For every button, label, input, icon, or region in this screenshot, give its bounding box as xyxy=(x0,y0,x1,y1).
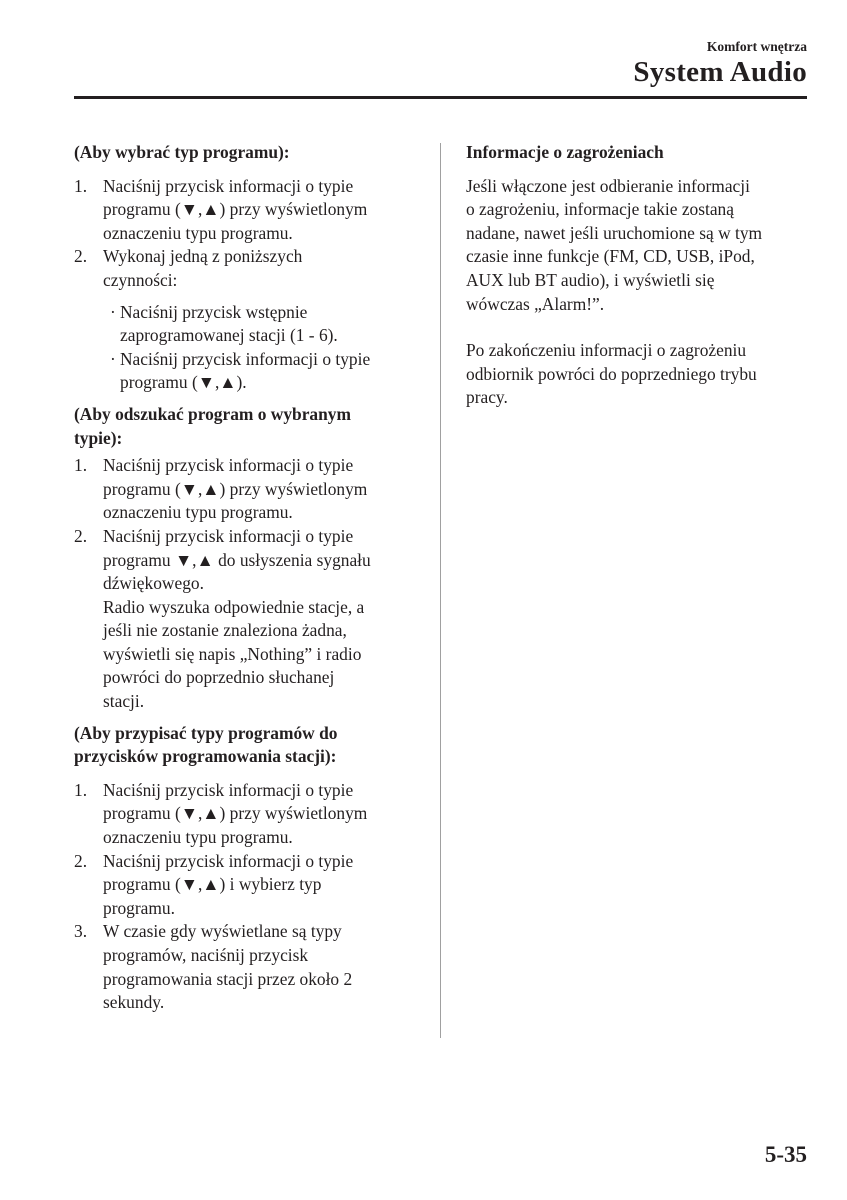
step-line: programu ▼,▲ do usłyszenia sygnału xyxy=(103,549,371,570)
section-heading: (Aby wybrać typ programu): xyxy=(74,142,290,162)
step-line: Naciśnij przycisk informacji o typie xyxy=(103,175,354,196)
step-line: powróci do poprzednio słuchanej xyxy=(103,667,335,688)
step-item xyxy=(74,850,414,921)
step-item xyxy=(74,920,414,1014)
step-item xyxy=(74,175,414,246)
header-rule xyxy=(74,96,807,99)
step-line: oznaczeniu typu programu. xyxy=(103,502,293,523)
step-line: programu (▼,▲) i wybierz typ xyxy=(103,874,322,895)
page-title: System Audio xyxy=(633,56,807,88)
section-heading xyxy=(74,403,414,450)
step-number: 3. xyxy=(74,921,88,942)
step-line: Naciśnij przycisk informacji o typie xyxy=(103,779,354,800)
steps-list xyxy=(74,175,414,293)
step-line: programu (▼,▲) przy wyświetlonym xyxy=(103,478,368,499)
bullet-line: programu (▼,▲). xyxy=(120,372,247,393)
paragraph-line: wówczas „Alarm!”. xyxy=(466,293,605,314)
step-line: programu (▼,▲) przy wyświetlonym xyxy=(103,803,368,824)
page-number: 5-35 xyxy=(764,1142,807,1167)
bullet-dot-icon: · xyxy=(110,348,116,369)
step-line: Naciśnij przycisk informacji o typie xyxy=(103,455,354,476)
step-number: 1. xyxy=(74,455,88,476)
bullet-line: zaprogramowanej stacji (1 - 6). xyxy=(120,325,338,346)
step-line: programu (▼,▲) przy wyświetlonym xyxy=(103,199,368,220)
step-line: dźwiękowego. xyxy=(103,573,204,594)
step-line: Radio wyszuka odpowiednie stacje, a xyxy=(103,596,365,617)
step-line: W czasie gdy wyświetlane są typy xyxy=(103,921,342,942)
bullet-line: Naciśnij przycisk informacji o typie xyxy=(120,348,371,369)
column-divider xyxy=(440,143,441,1038)
paragraph-line: nadane, nawet jeśli uruchomione są w tym xyxy=(466,222,763,243)
left-column xyxy=(74,141,414,1023)
paragraph xyxy=(466,339,808,410)
steps-list xyxy=(74,454,414,714)
section-assign-program-types xyxy=(74,722,414,1015)
step-number: 1. xyxy=(74,779,88,800)
step-line: czynności: xyxy=(103,269,178,290)
heading-line: (Aby przypisać typy programów do xyxy=(74,722,338,743)
bullet-line: Naciśnij przycisk wstępnie xyxy=(120,301,308,322)
step-line: programów, naciśnij przycisk xyxy=(103,945,309,965)
step-line: programu. xyxy=(103,897,175,918)
bullet-list xyxy=(74,301,414,395)
section-select-program-type xyxy=(74,141,414,395)
step-line: wyświetli się napis „Nothing” i radio xyxy=(103,643,362,664)
paragraph-line: AUX lub BT audio), i wyświetli się xyxy=(466,269,715,290)
section-search-program xyxy=(74,403,414,714)
heading-line: typie): xyxy=(74,427,123,448)
step-item xyxy=(74,454,414,525)
step-item xyxy=(74,779,414,850)
paragraph-line: czasie inne funkcje (FM, CD, USB, iPod, xyxy=(466,246,755,267)
section-heading: Informacje o zagrożeniach xyxy=(466,142,664,162)
step-number: 2. xyxy=(74,246,88,267)
step-line: oznaczeniu typu programu. xyxy=(103,827,293,848)
bullet-item xyxy=(74,301,414,348)
step-number: 1. xyxy=(74,175,88,196)
step-line: oznaczeniu typu programu. xyxy=(103,222,293,243)
step-line: programowania stacji przez około 2 xyxy=(103,968,353,989)
step-item xyxy=(74,525,414,714)
header-section-label: Komfort wnętrza xyxy=(706,39,807,54)
step-number: 2. xyxy=(74,525,88,546)
paragraph-line: Jeśli włączone jest odbieranie informacji xyxy=(466,175,750,196)
right-column xyxy=(466,141,808,433)
paragraph-line: pracy. xyxy=(466,387,508,408)
section-heading xyxy=(74,722,414,769)
paragraph-line: odbiornik powróci do poprzedniego trybu xyxy=(466,363,757,384)
paragraph xyxy=(466,175,808,317)
steps-list xyxy=(74,779,414,1015)
heading-line: przycisków programowania stacji): xyxy=(74,746,337,767)
step-item xyxy=(74,245,414,292)
paragraph-line: Po zakończeniu informacji o zagrożeniu xyxy=(466,340,747,361)
step-line: stacji. xyxy=(103,691,145,712)
step-line: Wykonaj jedną z poniższych xyxy=(103,246,303,267)
step-line: jeśli nie zostanie znaleziona żadna, xyxy=(103,620,347,641)
step-number: 2. xyxy=(74,850,88,871)
step-line: Naciśnij przycisk informacji o typie xyxy=(103,850,354,871)
bullet-dot-icon: · xyxy=(110,301,116,322)
paragraph-line: o zagrożeniu, informacje takie zostaną xyxy=(466,199,734,220)
bullet-item xyxy=(74,348,414,395)
step-line: sekundy. xyxy=(103,992,165,1013)
step-line: Naciśnij przycisk informacji o typie xyxy=(103,525,354,546)
heading-line: (Aby odszukać program o wybranym xyxy=(74,403,351,424)
